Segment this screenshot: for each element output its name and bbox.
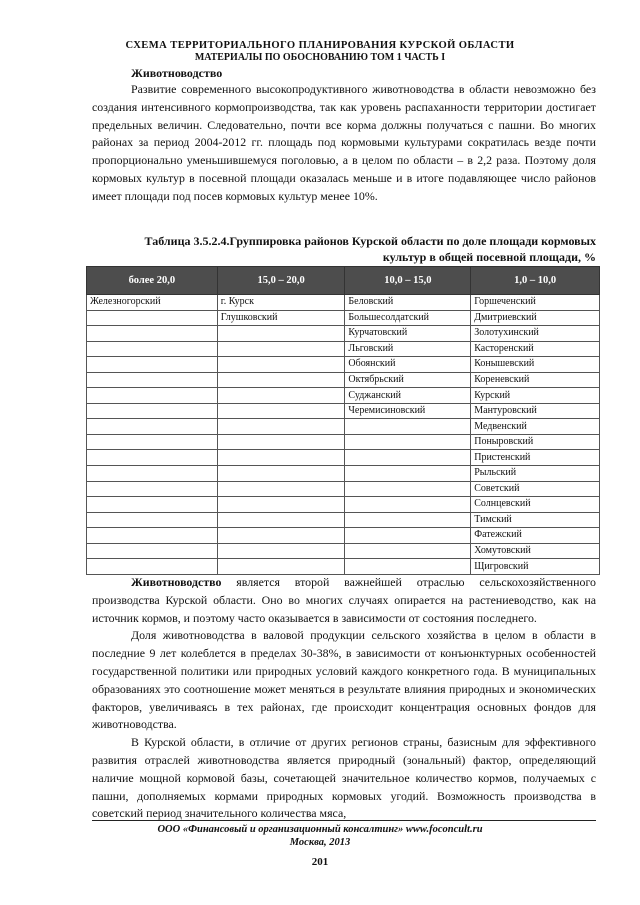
table-cell: Тимский bbox=[471, 512, 600, 528]
table-cell bbox=[217, 326, 345, 342]
table-cell bbox=[345, 466, 471, 482]
table-cell bbox=[87, 357, 218, 373]
table-cell bbox=[87, 341, 218, 357]
table-cell bbox=[87, 481, 218, 497]
table-cell bbox=[217, 466, 345, 482]
table-cell bbox=[217, 403, 345, 419]
table-cell: Солнцевский bbox=[471, 497, 600, 513]
table-cell: Мантуровский bbox=[471, 403, 600, 419]
table-cell bbox=[87, 450, 218, 466]
table-cell bbox=[345, 419, 471, 435]
table-row bbox=[87, 543, 600, 559]
table-caption-line1: Таблица 3.5.2.4.Группировка районов Курской области по доле площади кормовых bbox=[144, 234, 596, 248]
table-cell bbox=[345, 559, 471, 575]
column-header: более 20,0 bbox=[87, 267, 218, 295]
table-cell: Касторенский bbox=[471, 341, 600, 357]
table-caption bbox=[103, 233, 596, 265]
table-row bbox=[87, 403, 600, 419]
table-row bbox=[87, 357, 600, 373]
table-cell bbox=[217, 434, 345, 450]
table-cell: Льговский bbox=[345, 341, 471, 357]
table-row bbox=[87, 295, 600, 311]
paragraph-text: является второй важнейшей отраслью сельскохозяйственного производства Курской области. Оно во многих случаях опирается на растениеводство, как на источник кормов, и поэтому часто оказывается в зависимости от состояния последнего. bbox=[92, 575, 596, 625]
table-cell bbox=[345, 450, 471, 466]
table-cell bbox=[87, 388, 218, 404]
table-cell bbox=[87, 528, 218, 544]
table-cell bbox=[345, 434, 471, 450]
table-cell bbox=[87, 466, 218, 482]
table-cell bbox=[217, 450, 345, 466]
table-cell: Поныровский bbox=[471, 434, 600, 450]
footer-divider bbox=[92, 820, 596, 821]
table-cell bbox=[217, 559, 345, 575]
table-cell bbox=[87, 310, 218, 326]
bold-term: Животноводство bbox=[131, 575, 222, 589]
table-cell bbox=[87, 403, 218, 419]
table-cell bbox=[87, 512, 218, 528]
table-cell bbox=[217, 419, 345, 435]
table-row bbox=[87, 466, 600, 482]
table-cell bbox=[217, 388, 345, 404]
table-cell: Курчатовский bbox=[345, 326, 471, 342]
table-cell bbox=[217, 543, 345, 559]
intro-paragraph-block bbox=[92, 81, 596, 206]
table-row bbox=[87, 372, 600, 388]
table-cell bbox=[87, 543, 218, 559]
table-cell bbox=[345, 481, 471, 497]
table-row bbox=[87, 310, 600, 326]
column-header: 15,0 – 20,0 bbox=[217, 267, 345, 295]
page-number: 201 bbox=[311, 856, 329, 868]
table-cell: Черемисиновский bbox=[345, 403, 471, 419]
table-cell bbox=[345, 497, 471, 513]
table-cell bbox=[217, 497, 345, 513]
table-cell: Щигровский bbox=[471, 559, 600, 575]
table-cell: Горшеченский bbox=[471, 295, 600, 311]
table-header-row bbox=[87, 267, 600, 295]
header-title: СХЕМА ТЕРРИТОРИАЛЬНОГО ПЛАНИРОВАНИЯ КУРСКОЙ ОБЛАСТИ bbox=[125, 40, 515, 51]
table-cell bbox=[87, 434, 218, 450]
table-cell bbox=[217, 357, 345, 373]
table-row bbox=[87, 450, 600, 466]
table-caption-line2: культур в общей посевной площади, % bbox=[382, 250, 596, 264]
paragraph: Доля животноводства в валовой продукции сельского хозяйства в целом в области в последние 9 лет колеблется в пределах 30-38%, в зависимости от конъюнктурных особенностей государственной политики или природных условий каждого конкретного года. В муниципальных образованиях это соотношение может меняться в результате влияния природных и экономических факторов, увеличиваясь в тех районах, где происходит концентрация основных фондов для животноводства. bbox=[92, 628, 596, 732]
table-cell: г. Курск bbox=[217, 295, 345, 311]
footer-city: Москва, 2013 bbox=[289, 837, 351, 848]
table-cell bbox=[345, 512, 471, 528]
table-cell: Суджанский bbox=[345, 388, 471, 404]
table-cell bbox=[345, 543, 471, 559]
table-cell bbox=[217, 512, 345, 528]
body-text-block bbox=[92, 574, 596, 823]
table-row bbox=[87, 497, 600, 513]
table-cell bbox=[345, 528, 471, 544]
table-cell: Глушковский bbox=[217, 310, 345, 326]
table-row bbox=[87, 326, 600, 342]
page-header bbox=[0, 40, 640, 64]
paragraph bbox=[92, 574, 596, 627]
table-cell: Пристенский bbox=[471, 450, 600, 466]
table-cell: Курский bbox=[471, 388, 600, 404]
table-row bbox=[87, 388, 600, 404]
footer-company: ООО «Финансовый и организационный консалтинг» www.foconcult.ru bbox=[157, 824, 483, 835]
table-cell bbox=[87, 559, 218, 575]
table-row bbox=[87, 528, 600, 544]
table-cell bbox=[217, 481, 345, 497]
districts-table bbox=[86, 266, 600, 575]
table-cell bbox=[87, 326, 218, 342]
table-cell: Рыльский bbox=[471, 466, 600, 482]
table-cell: Советский bbox=[471, 481, 600, 497]
table-cell: Фатежский bbox=[471, 528, 600, 544]
column-header: 1,0 – 10,0 bbox=[471, 267, 600, 295]
paragraph: Развитие современного высокопродуктивного животноводства в области невозможно без создания интенсивного кормопроизводства, так как уровень распаханности территории достигает предельных величин. Следовательно, почти все корма должны получаться с пашни. Во многих районах за период 2004-2012 гг. площадь под кормовыми культурами сократилась везде почти пропорционально уменьшившемуся поголовью, а в целом по области – в 2,2 раза. Поэтому доля кормовых культур в посевной площади оказалась меньше и в итоге подавляющее число районов имеет площади под посев кормовых культур менее 10%. bbox=[92, 82, 596, 203]
header-subtitle: МАТЕРИАЛЫ ПО ОБОСНОВАНИЮ ТОМ 1 ЧАСТЬ I bbox=[194, 52, 446, 63]
table-row bbox=[87, 481, 600, 497]
table-cell: Беловский bbox=[345, 295, 471, 311]
column-header: 10,0 – 15,0 bbox=[345, 267, 471, 295]
table-row bbox=[87, 559, 600, 575]
paragraph: В Курской области, в отличие от других регионов страны, базисным для эффективного развития отраслей животноводства является природный (зональный) фактор, определяющий наличие мощной кормовой базы, сочетающей значительное количество кормов, получаемых с пашни, дополняемых кормами природных кормовых угодий. Возможность производства в советский период значительного количества мяса, bbox=[92, 735, 596, 821]
table-cell bbox=[217, 341, 345, 357]
table-cell bbox=[87, 497, 218, 513]
table-cell: Октябрьский bbox=[345, 372, 471, 388]
table-cell: Обоянский bbox=[345, 357, 471, 373]
table-cell bbox=[87, 372, 218, 388]
table-cell bbox=[217, 528, 345, 544]
table-cell: Железногорский bbox=[87, 295, 218, 311]
section-title: Животноводство bbox=[131, 66, 223, 80]
table-cell: Хомутовский bbox=[471, 543, 600, 559]
table-cell: Большесолдатский bbox=[345, 310, 471, 326]
table-row bbox=[87, 512, 600, 528]
table-cell bbox=[217, 372, 345, 388]
table-cell bbox=[87, 419, 218, 435]
table-cell: Золотухинский bbox=[471, 326, 600, 342]
table-cell: Дмитриевский bbox=[471, 310, 600, 326]
page-footer bbox=[0, 823, 640, 849]
table-cell: Медвенский bbox=[471, 419, 600, 435]
table-row bbox=[87, 419, 600, 435]
table-row bbox=[87, 434, 600, 450]
table-cell: Кореневский bbox=[471, 372, 600, 388]
table-row bbox=[87, 341, 600, 357]
table-cell: Конышевский bbox=[471, 357, 600, 373]
